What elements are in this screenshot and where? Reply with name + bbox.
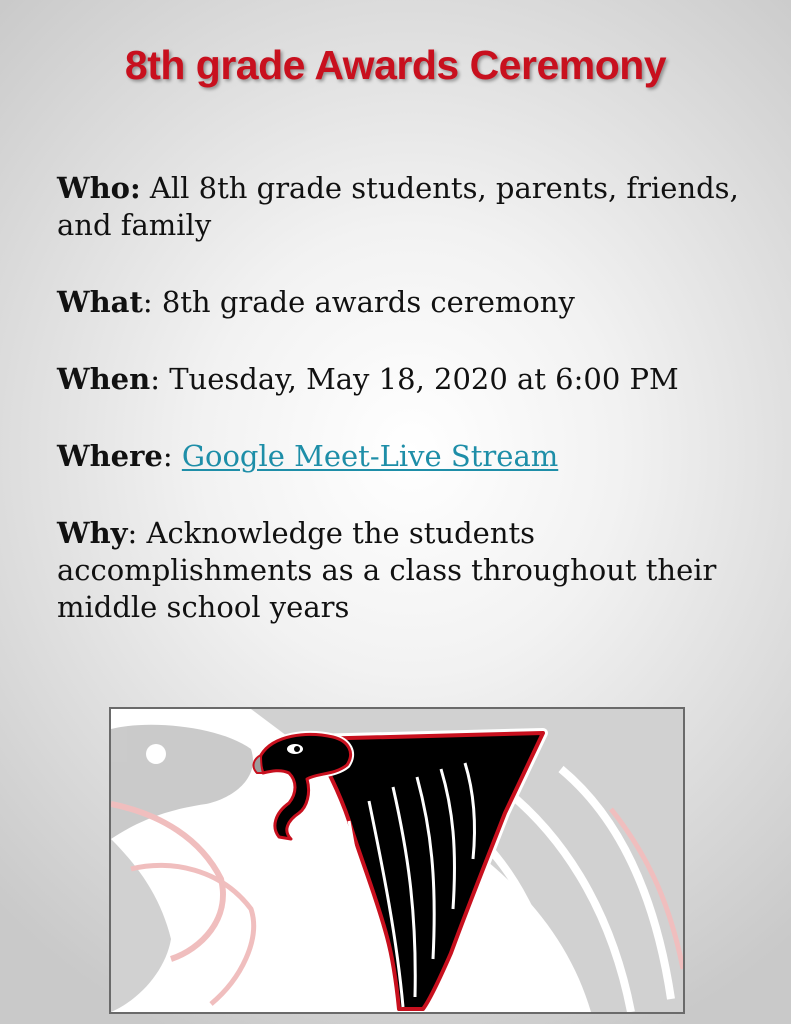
falcon-logo-image (109, 707, 685, 1014)
why-label: Why (57, 516, 128, 550)
who-line (57, 170, 747, 244)
why-text: : Acknowledge the students accomplishments as a class throughout their middle school years (57, 516, 717, 624)
where-label: Where (57, 439, 163, 473)
where-line (57, 438, 747, 475)
what-text: : 8th grade awards ceremony (142, 285, 575, 319)
what-label: What (57, 285, 143, 319)
when-line (57, 361, 747, 398)
where-separator: : (162, 439, 182, 473)
when-text: : Tuesday, May 18, 2020 at 6:00 PM (150, 362, 679, 396)
who-text: All 8th grade students, parents, friends, and family (57, 171, 739, 242)
google-meet-link[interactable]: Google Meet-Live Stream (181, 439, 559, 473)
what-line (57, 284, 747, 321)
page-title: 8th grade Awards Ceremony (124, 42, 667, 88)
falcon-mascot-logo-icon (111, 709, 683, 1012)
who-label: Who: (57, 171, 141, 205)
when-label: When (57, 362, 151, 396)
event-details (57, 170, 747, 666)
why-line (57, 515, 747, 626)
